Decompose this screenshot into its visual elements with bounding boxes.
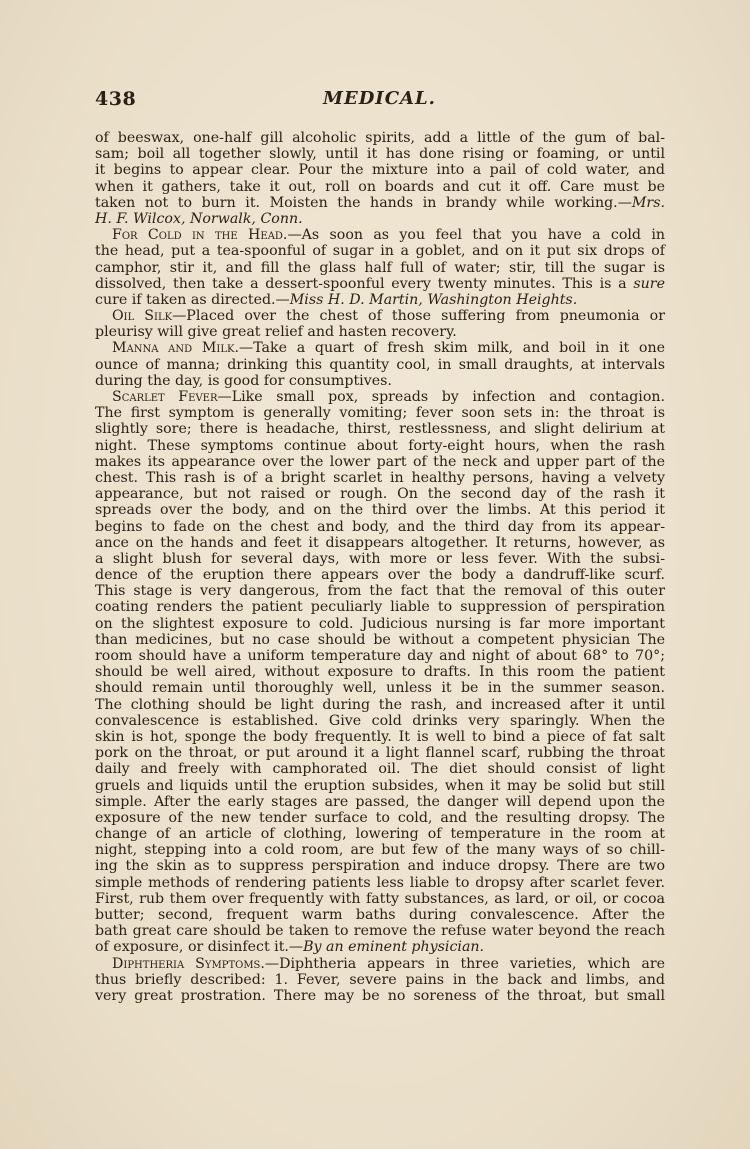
text-run: —As soon as you feel that you have a cold in (287, 227, 665, 244)
text-line (95, 211, 665, 227)
text-line (95, 243, 665, 259)
text-line (95, 680, 665, 696)
text-run: room should have a uniform temperature day and night of about 68° to 70°; (95, 648, 665, 664)
text-run: First, rub them over frequently with fatty substances, as lard, or oil, or cocoa (95, 890, 665, 907)
text-line (95, 858, 665, 874)
text-run: of beeswax, one-half gill alcoholic spirits, add a little of the gum of bal- (95, 130, 665, 146)
italic-text: Miss H. D. Martin, Washington Heights. (289, 291, 578, 308)
section-heading: Manna and Milk. (112, 340, 239, 357)
text-line (95, 567, 665, 583)
text-line (95, 195, 665, 211)
text-run: than medicines, but no case should be without a competent physician The (95, 631, 665, 648)
page-header (95, 88, 664, 116)
text-line (95, 810, 665, 826)
text-line (95, 842, 665, 858)
text-line (95, 616, 665, 632)
page-number: 438 (95, 88, 137, 110)
text-run: dissolved, then take a dessert-spoonful every twenty minutes. This is a (95, 275, 634, 292)
text-run: a slight blush for several days, with more or less fever. With the subsi- (95, 550, 665, 567)
text-line (95, 438, 665, 454)
text-run: —Diphtheria appears in three varieties, which are (264, 955, 665, 972)
text-line (95, 939, 665, 955)
text-line (95, 923, 665, 939)
text-line (95, 340, 665, 356)
text-line (95, 324, 665, 340)
italic-text: H. F. Wilcox, Norwalk, Conn. (95, 210, 303, 227)
text-line (95, 907, 665, 923)
text-line (95, 535, 665, 551)
text-run: change of an article of clothing, lowering of temperature in the room at (95, 826, 665, 843)
text-line (95, 373, 665, 389)
text-run: ing the skin as to suppress perspiration and induce dropsy. There are two (95, 858, 665, 875)
italic-text: Mrs. (631, 194, 665, 211)
text-run: very great prostration. There may be no soreness of the throat, but small (95, 987, 665, 1004)
text-line (95, 664, 665, 680)
text-line (95, 162, 665, 178)
text-line (95, 308, 665, 324)
text-line (95, 891, 665, 907)
text-line (95, 179, 665, 195)
text-line (95, 357, 665, 373)
text-run: dence of the eruption there appears over the body a dandruff-like scurf. (95, 567, 665, 584)
text-line (95, 778, 665, 794)
text-run: when it gathers, take it out, roll on boards and cut it off. Care must be (95, 178, 665, 195)
text-run: it begins to appear clear. Pour the mixture into a pail of cold water, and (95, 162, 665, 179)
text-run: appearance, but not raised or rough. On the second day of the rash it (95, 486, 665, 503)
text-run: spreads over the body, and on the third over the limbs. At this period it (95, 502, 665, 519)
text-run: taken not to burn it. Moisten the hands in brandy while working.— (95, 194, 632, 211)
text-line (95, 875, 665, 891)
text-run: pork on the throat, or put around it a light flannel scarf, rubbing the throat (95, 745, 665, 762)
text-line (95, 972, 665, 988)
text-line (95, 761, 665, 777)
text-run: slightly sore; there is headache, thirst, restlessness, and slight delirium at (95, 421, 665, 438)
text-run: sam; boil all together slowly, until it has done rising or foaming, or until (95, 146, 665, 163)
section-heading: For Cold in the Head. (112, 227, 288, 244)
text-line (95, 826, 665, 842)
text-run: daily and freely with camphorated oil. The diet should consist of light (95, 761, 665, 778)
text-run: ance on the hands and feet it disappears altogether. It returns, however, as (95, 534, 665, 551)
text-line (95, 146, 665, 162)
text-run: chest. This rash is of a bright scarlet in healthy persons, having a velvety (95, 469, 665, 486)
text-line (95, 405, 665, 421)
text-run: The clothing should be light during the rash, and increased after it until (95, 696, 665, 713)
text-run: night, stepping into a cold room, are but few of the many ways of so chill- (95, 842, 665, 859)
running-head: MEDICAL. (323, 88, 436, 109)
text-run: convalescence is established. Give cold drinks very sparingly. When the (95, 712, 665, 729)
text-run: coating renders the patient peculiarly liable to suppression of perspiration (95, 599, 665, 616)
text-line (95, 470, 665, 486)
text-run: of exposure, or disinfect it.— (95, 939, 304, 956)
text-run: the head, put a tea-spoonful of sugar in a goblet, and on it put six drops of (95, 243, 665, 260)
text-run: butter; second, frequent warm baths during convalescence. After the (95, 907, 665, 923)
text-run: night. These symptoms continue about forty-eight hours, when the rash (95, 437, 665, 454)
text-line (95, 713, 665, 729)
text-line (95, 276, 665, 292)
text-run: on the slightest exposure to cold. Judicious nursing is far more important (95, 615, 665, 632)
text-line (95, 599, 665, 615)
text-run: thus briefly described: 1. Fever, severe pains in the back and limbs, and (95, 971, 665, 988)
text-run: exposure of the new tender surface to cold, and the resulting dropsy. The (95, 809, 665, 826)
text-run: begins to fade on the chest and body, and the third day from its appear- (95, 518, 665, 535)
text-run: ounce of manna; drinking this quantity cool, in small draughts, at intervals (95, 356, 665, 373)
text-line (95, 454, 665, 470)
text-run: —Placed over the chest of those suffering from pneumonia or (172, 308, 665, 325)
text-line (95, 583, 665, 599)
section-heading: Scarlet Fever (112, 389, 218, 405)
italic-text: By an eminent physician. (303, 939, 485, 956)
text-line (95, 389, 665, 405)
text-run: simple. After the early stages are passed, the danger will depend upon the (95, 793, 665, 810)
text-run: gruels and liquids until the eruption subsides, when it may be solid but still (95, 777, 665, 794)
text-line (95, 551, 665, 567)
text-run: simple methods of rendering patients less liable to dropsy after scarlet fever. (95, 874, 665, 891)
text-run: The first symptom is generally vomiting; fever soon sets in: the throat is (95, 405, 665, 422)
text-line (95, 130, 665, 146)
text-run: cure if taken as directed.— (95, 291, 290, 308)
body-text (95, 130, 665, 1004)
text-line (95, 697, 665, 713)
text-run: bath great care should be taken to remove the refuse water beyond the reach (95, 923, 665, 940)
section-heading: Diphtheria Symptoms. (112, 955, 265, 972)
text-line (95, 486, 665, 502)
text-run: pleurisy will give great relief and hasten recovery. (95, 324, 457, 341)
text-line (95, 745, 665, 761)
text-run: —Like small pox, spreads by infection and contagion. (217, 389, 666, 405)
italic-text: sure (633, 275, 665, 292)
section-heading: Oil Silk (112, 308, 173, 325)
text-line (95, 648, 665, 664)
text-run: should be well aired, without exposure to drafts. In this room the patient (95, 664, 665, 681)
text-line (95, 729, 665, 745)
text-run: should remain until thoroughly well, unless it be in the summer season. (95, 680, 665, 697)
text-line (95, 292, 665, 308)
text-run: makes its appearance over the lower part of the neck and upper part of the (95, 453, 665, 470)
text-line (95, 988, 665, 1004)
text-run: —Take a quart of fresh skim milk, and boil in it one (239, 340, 665, 357)
text-run: This stage is very dangerous, from the fact that the removal of this outer (95, 583, 665, 600)
text-line (95, 502, 665, 518)
text-line (95, 519, 665, 535)
text-run: skin is hot, sponge the body frequently. It is well to bind a piece of fat salt (95, 728, 665, 745)
text-run: camphor, stir it, and fill the glass half full of water; stir, till the sugar is (95, 259, 665, 276)
text-line (95, 260, 665, 276)
text-line (95, 794, 665, 810)
text-line (95, 956, 665, 972)
text-line (95, 632, 665, 648)
text-run: during the day, is good for consumptives. (95, 372, 392, 389)
text-line (95, 227, 665, 243)
text-line (95, 421, 665, 437)
